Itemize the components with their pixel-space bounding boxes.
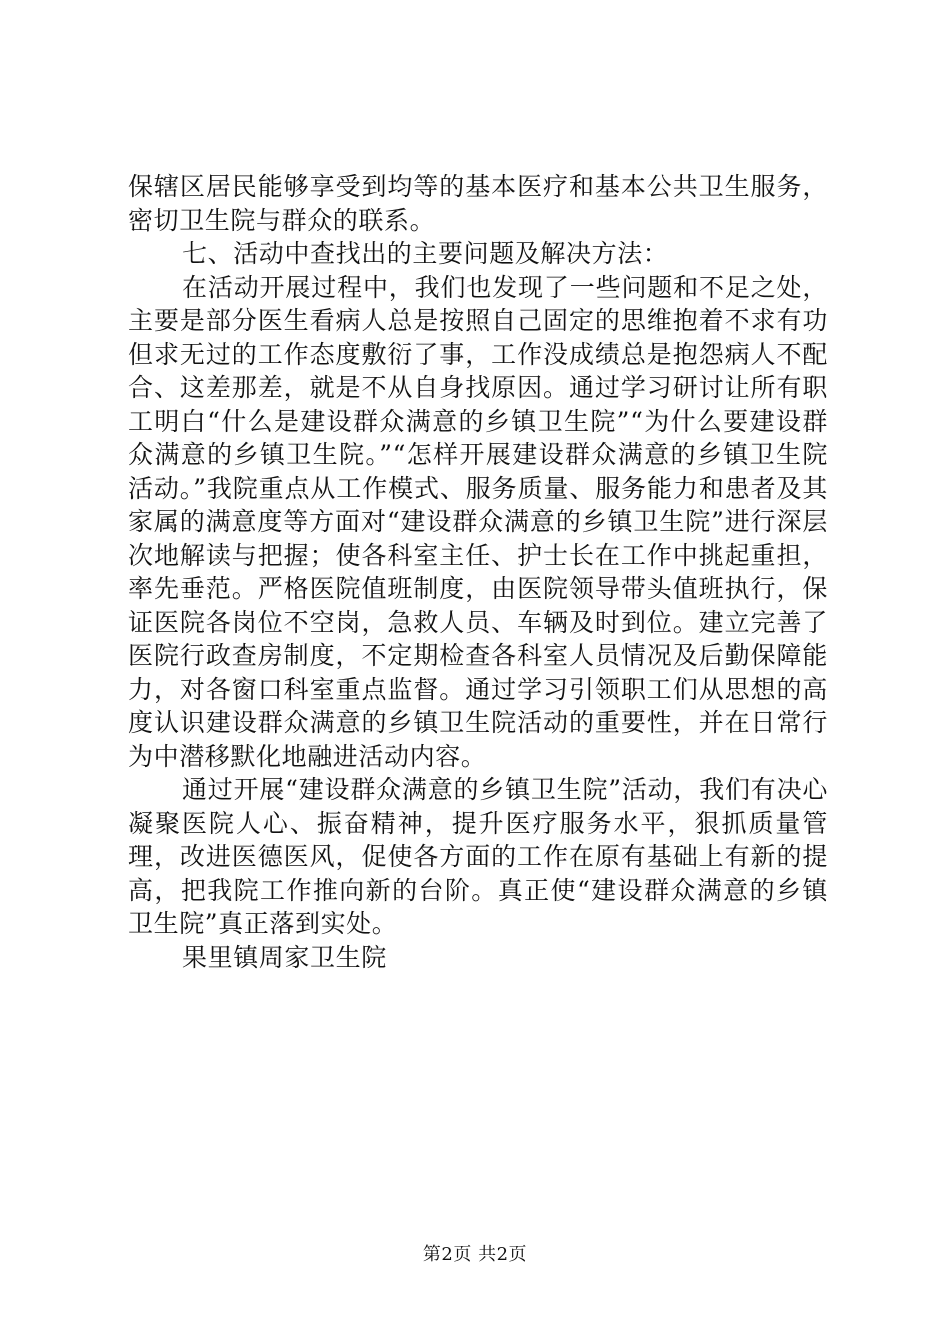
- paragraph-problems: 在活动开展过程中，我们也发现了一些问题和不足之处，主要是部分医生看病人总是按照自己固定的思维抱着不求有功但求无过的工作态度敷衍了事，工作没成绩总是抱怨病人不配合、这差那差，就是不从自身找原因。通过学习研讨让所有职工明白“什么是建设群众满意的乡镇卫生院”“为什么要建设群众满意的乡镇卫生院。”“怎样开展建设群众满意的乡镇卫生院活动。”我院重点从工作模式、服务质量、服务能力和患者及其家属的满意度等方面对“建设群众满意的乡镇卫生院”进行深层次地解读与把握；使各科室主任、护士长在工作中挑起重担，率先垂范。严格医院值班制度，由医院领导带头值班执行，保证医院各岗位不空岗，急救人员、车辆及时到位。建立完善了医院行政查房制度，不定期检查各科室人员情况及后勤保障能力，对各窗口科室重点监督。通过学习引领职工们从思想的高度认识建设群众满意的乡镇卫生院活动的重要性，并在日常行为中潜移默化地融进活动内容。: [128, 272, 828, 771]
- section-heading: 七、活动中查找出的主要问题及解决方法：: [182, 239, 669, 268]
- paragraph-continuation: 保辖区居民能够享受到均等的基本医疗和基本公共卫生服务，密切卫生院与群众的联系。: [128, 172, 828, 235]
- page-number-footer: 第2页 共2页: [422, 1244, 528, 1265]
- paragraph-conclusion: 通过开展“建设群众满意的乡镇卫生院”活动，我们有决心凝聚医院人心、振奋精神，提升医疗服务水平，狠抓质量管理，改进医德医风，促使各方面的工作在原有基础上有新的提高，把我院工作推向新的台阶。真正使“建设群众满意的乡镇卫生院”真正落到实处。: [128, 775, 828, 938]
- document-body: [128, 170, 828, 974]
- signature: 果里镇周家卫生院: [182, 942, 387, 972]
